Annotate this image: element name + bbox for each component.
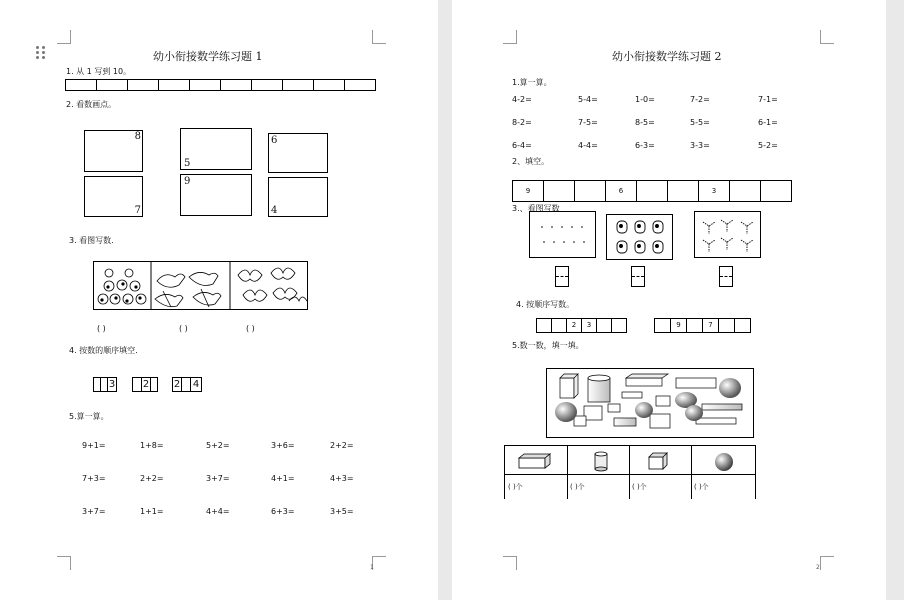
shapes-picture: [546, 368, 754, 438]
dot-box[interactable]: [84, 130, 143, 172]
equation: 1+1=: [140, 507, 164, 516]
box-number: 9: [184, 176, 191, 187]
box-number: 6: [271, 135, 278, 146]
box-number: 4: [271, 205, 278, 216]
page-title: 幼小衔接数学练习题 2: [612, 50, 722, 63]
equation: 6-1=: [758, 118, 778, 127]
equation: 6-3=: [635, 141, 655, 150]
count-answer[interactable]: ( )个: [694, 483, 709, 491]
dot-box[interactable]: [268, 133, 328, 173]
fill-cell: [574, 180, 606, 202]
answer-paren[interactable]: ( ): [246, 324, 255, 333]
answer-paren[interactable]: ( ): [97, 324, 106, 333]
equation: 2+2=: [330, 441, 354, 450]
sequence-group[interactable]: [132, 377, 158, 392]
fill-number-grid[interactable]: [512, 180, 792, 202]
page-1: [0, 0, 438, 600]
section-5-heading: 5.算一算。: [69, 412, 109, 421]
fill-cell: 3: [698, 180, 730, 202]
crop-mark: [820, 556, 834, 570]
section-1-heading: 1.算一算。: [512, 78, 552, 87]
page-title: 幼小衔接数学练习题 1: [153, 50, 263, 63]
equation: 8-5=: [635, 118, 655, 127]
equation: 6+3=: [271, 507, 295, 516]
equation: 4+3=: [330, 474, 354, 483]
equation: 8-2=: [512, 118, 532, 127]
equation: 7-5=: [578, 118, 598, 127]
sequence-row[interactable]: 9 7: [654, 318, 751, 333]
equation: 7-2=: [690, 95, 710, 104]
equation: 4+4=: [206, 507, 230, 516]
sequence-cell: 4: [190, 377, 202, 392]
cube-icon: [647, 451, 671, 471]
equation: 9+1=: [82, 441, 106, 450]
count-table: [504, 445, 756, 499]
fill-cell: 9: [512, 180, 544, 202]
equation: 3+6=: [271, 441, 295, 450]
equation: 1+8=: [140, 441, 164, 450]
dots-picture: [529, 211, 596, 258]
count-answer[interactable]: ( )个: [632, 483, 647, 491]
page-2: [452, 0, 886, 600]
animal-pictures: [93, 261, 308, 310]
birds-picture: [694, 211, 761, 258]
fill-cell: [543, 180, 575, 202]
count-answer-box[interactable]: [719, 266, 733, 287]
cuboid-icon: [517, 452, 553, 470]
dot-box[interactable]: [180, 128, 252, 170]
page-number: 1: [370, 564, 374, 571]
count-answer[interactable]: ( )个: [570, 483, 585, 491]
equation: 4-4=: [578, 141, 598, 150]
dot-box[interactable]: [84, 176, 143, 217]
owl-icon: [607, 215, 672, 259]
write-1-to-10-grid[interactable]: [65, 79, 376, 91]
dot-box[interactable]: [268, 177, 328, 217]
crop-mark: [57, 30, 71, 44]
section-3-heading: 3.、看图写数: [512, 204, 560, 213]
sequence-cell: 2: [172, 377, 182, 392]
equation: 5-4=: [578, 95, 598, 104]
equation: 2+2=: [140, 474, 164, 483]
equation: 3-3=: [690, 141, 710, 150]
equation: 7-1=: [758, 95, 778, 104]
section-2-heading: 2. 看数画点。: [66, 100, 117, 109]
equation: 3+7=: [206, 474, 230, 483]
crop-mark: [57, 556, 71, 570]
fill-cell: [729, 180, 761, 202]
crop-mark: [372, 556, 386, 570]
box-number: 7: [134, 205, 141, 216]
sequence-row[interactable]: 2 3: [536, 318, 627, 333]
count-answer-box[interactable]: [555, 266, 569, 287]
fill-cell: [636, 180, 668, 202]
section-3-heading: 3. 看图写数.: [69, 236, 114, 245]
equation: 6-4=: [512, 141, 532, 150]
sphere-icon: [713, 452, 735, 472]
equation: 3+7=: [82, 507, 106, 516]
equation: 5+2=: [206, 441, 230, 450]
box-number: 5: [184, 158, 191, 169]
fill-cell: [760, 180, 792, 202]
sequence-group[interactable]: [172, 377, 202, 392]
fill-cell: [667, 180, 699, 202]
equation: 4+1=: [271, 474, 295, 483]
dot-pattern-icon: [530, 212, 595, 257]
dot-box[interactable]: [180, 174, 252, 216]
sequence-group[interactable]: [93, 377, 117, 392]
section-4-heading: 4. 按数的顺序填空.: [69, 346, 138, 355]
equation: 7+3=: [82, 474, 106, 483]
bird-icon: [695, 212, 760, 257]
equation: 5-2=: [758, 141, 778, 150]
equation: 4-2=: [512, 95, 532, 104]
count-answer[interactable]: ( )个: [508, 483, 523, 491]
equation: 1-0=: [635, 95, 655, 104]
crop-mark: [503, 30, 517, 44]
equation: 5-5=: [690, 118, 710, 127]
count-answer-box[interactable]: [631, 266, 645, 287]
sequence-cell: 2: [141, 377, 151, 392]
page-number: 2: [816, 564, 820, 571]
cylinder-icon: [593, 450, 609, 472]
equation: 3+5=: [330, 507, 354, 516]
section-1-heading: 1. 从 1 写到 10。: [66, 67, 132, 76]
fill-cell: 6: [605, 180, 637, 202]
crop-mark: [820, 30, 834, 44]
section-4-heading: 4. 按顺序写数。: [516, 300, 575, 309]
crop-mark: [503, 556, 517, 570]
owls-picture: [606, 214, 673, 260]
box-number: 8: [134, 131, 141, 142]
section-5-heading: 5.数一数，填一填。: [512, 341, 584, 350]
answer-paren[interactable]: ( ): [179, 324, 188, 333]
sequence-cell: 3: [107, 377, 117, 392]
section-2-heading: 2、填空。: [512, 157, 550, 166]
crop-mark: [372, 30, 386, 44]
